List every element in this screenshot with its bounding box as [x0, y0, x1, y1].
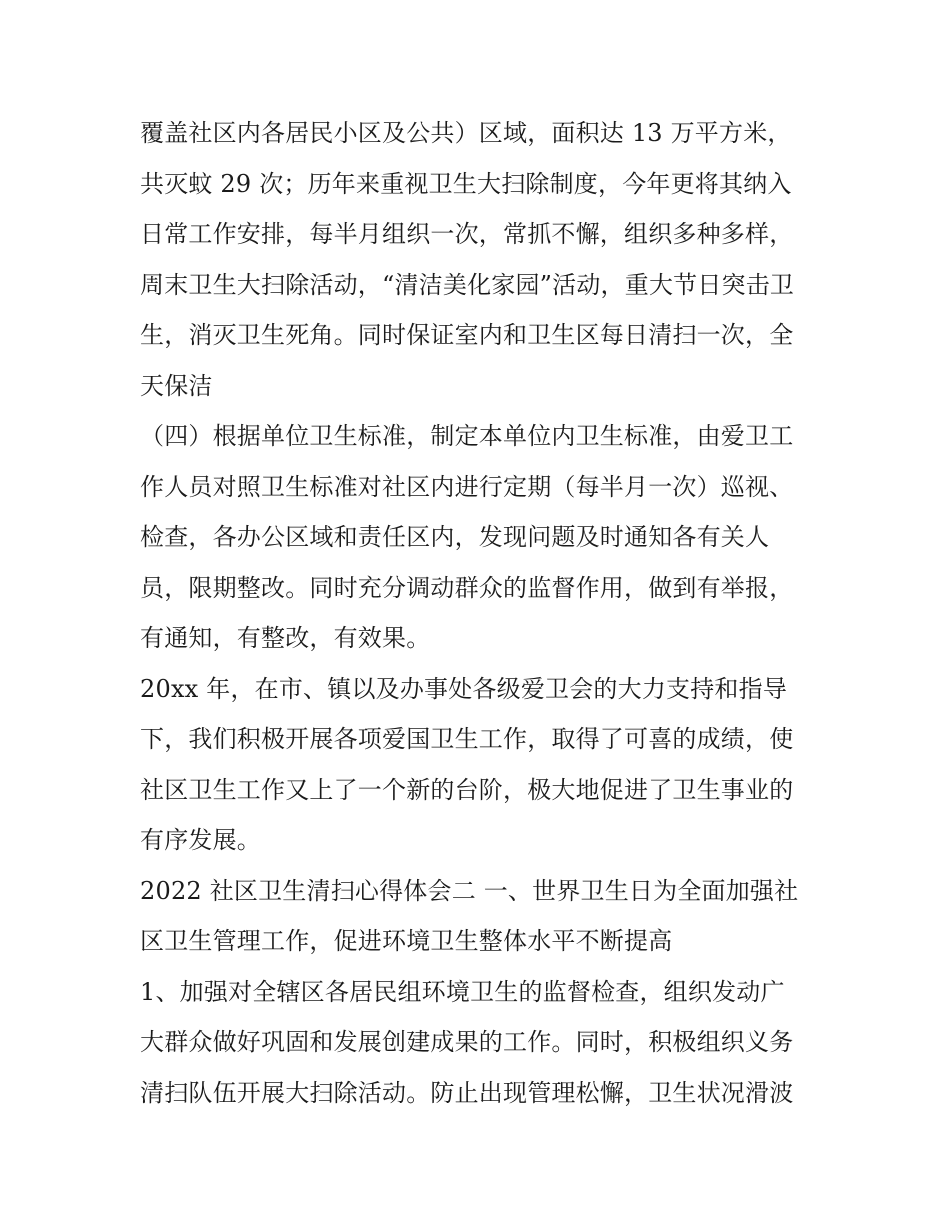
text-line: 大群众做好巩固和发展创建成果的工作。同时，积极组织义务	[140, 1028, 794, 1056]
text-line: （四）根据单位卫生标准，制定本单位内卫生标准，由爱卫工	[140, 422, 794, 450]
text-line: 2022 社区卫生清扫心得体会二 一、世界卫生日为全面加强社	[140, 876, 799, 905]
text-line: 作人员对照卫生标准对社区内进行定期（每半月一次）巡视、	[140, 472, 794, 501]
text-line: 周末卫生大扫除活动，“清洁美化家园”活动，重大节日突击卫	[140, 270, 795, 299]
text-line: 共灭蚊 29 次；历年来重视卫生大扫除制度，今年更将其纳入	[140, 169, 792, 198]
text-line: 有序发展。	[140, 826, 261, 854]
text-line: 下，我们积极开展各项爱国卫生工作，取得了可喜的成绩，使	[140, 725, 794, 753]
text-line: 覆盖社区内各居民小区及公共）区域，面积达 13 万平方米，	[140, 119, 792, 147]
text-line: 日常工作安排，每半月组织一次，常抓不懈，组织多种多样，	[140, 220, 794, 248]
document-body	[140, 108, 820, 1118]
text-line: 社区卫生工作又上了一个新的台阶，极大地促进了卫生事业的	[140, 775, 794, 804]
text-line: 检查，各办公区域和责任区内，发现问题及时通知各有关人	[140, 523, 770, 551]
text-line: 20xx 年，在市、镇以及办事处各级爱卫会的大力支持和指导	[140, 674, 788, 703]
text-line: 员，限期整改。同时充分调动群众的监督作用，做到有举报，	[140, 573, 794, 602]
text-line: 天保洁	[140, 371, 213, 400]
text-line: 生，消灭卫生死角。同时保证室内和卫生区每日清扫一次，全	[140, 321, 794, 349]
text-line: 1、加强对全辖区各居民组环境卫生的监督检查，组织发动广	[140, 977, 785, 1006]
text-line: 清扫队伍开展大扫除活动。防止出现管理松懈，卫生状况滑波	[140, 1078, 794, 1107]
text-line: 区卫生管理工作，促进环境卫生整体水平不断提高	[140, 927, 673, 955]
text-line: 有通知，有整改，有效果。	[140, 624, 431, 652]
